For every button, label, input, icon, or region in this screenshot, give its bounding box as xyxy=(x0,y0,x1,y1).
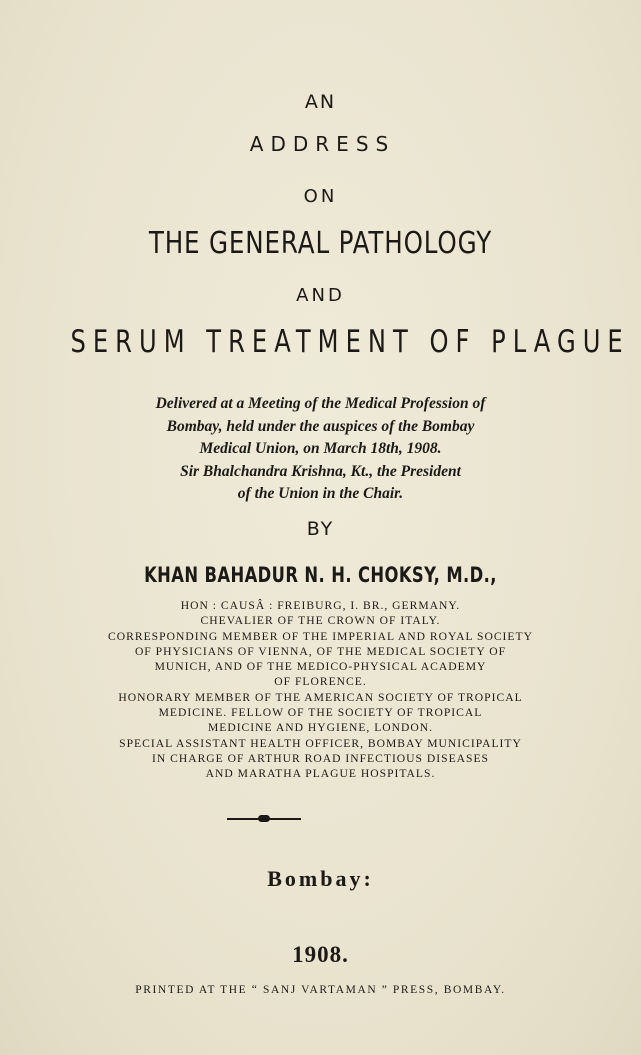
title-line-2: SERUM TREATMENT OF PLAGUE xyxy=(70,324,630,360)
honours-line: MUNICH, AND OF THE MEDICO-PHYSICAL ACADEMY xyxy=(154,660,487,674)
delivered-line: of the Union in the Chair. xyxy=(237,485,404,502)
honours-line: OF FLORENCE. xyxy=(274,675,367,689)
honours-line: IN CHARGE OF ARTHUR ROAD INFECTIOUS DISEASES xyxy=(151,751,490,765)
honours-line: MEDICINE. FELLOW OF THE SOCIETY OF TROPICAL xyxy=(158,706,483,720)
honours-line: CHEVALIER OF THE CROWN OF ITALY. xyxy=(200,614,441,628)
heading-an: AN xyxy=(304,91,337,113)
author-name: KHAN BAHADUR N. H. CHOKSY, M.D., xyxy=(144,563,497,587)
delivered-line: Sir Bhalchandra Krishna, Kt., the President xyxy=(180,462,461,480)
honours-line: HON : CAUSÂ : FREIBURG, I. BR., GERMANY. xyxy=(180,599,461,612)
title-line-1: THE GENERAL PATHOLOGY xyxy=(148,226,493,261)
imprint-place: Bombay: xyxy=(267,866,374,891)
honours-line: MEDICINE AND HYGIENE, LONDON. xyxy=(207,721,434,735)
author-honours xyxy=(20,598,621,782)
heading-on: ON xyxy=(303,186,338,207)
delivered-line: Medical Union, on March 18th, 1908. xyxy=(199,440,442,457)
honours-line: SPECIAL ASSISTANT HEALTH OFFICER, BOMBAY MUNICIPALITY xyxy=(119,736,522,750)
honours-line: OF PHYSICIANS OF VIENNA, OF THE MEDICAL SOCIETY OF xyxy=(134,644,507,658)
honours-line: CORRESPONDING MEMBER OF THE IMPERIAL AND ROYAL SOCIETY xyxy=(108,629,533,643)
honours-line: HONORARY MEMBER OF THE AMERICAN SOCIETY OF TROPICAL xyxy=(118,690,523,704)
heading-and: AND xyxy=(296,285,345,306)
imprint-year: 1908. xyxy=(292,942,349,967)
by-label: BY xyxy=(306,518,335,540)
delivered-line: Delivered at a Meeting of the Medical Profession of xyxy=(155,395,486,412)
imprint-printer: PRINTED AT THE “ SANJ VARTAMAN ” PRESS, BOMBAY. xyxy=(135,984,506,996)
delivered-statement xyxy=(40,393,601,506)
heading-address: ADDRESS xyxy=(249,132,396,156)
ornamental-rule-center xyxy=(258,815,270,822)
honours-line: AND MARATHA PLAGUE HOSPITALS. xyxy=(205,767,436,781)
delivered-line: Bombay, held under the auspices of the Bombay xyxy=(166,417,475,435)
